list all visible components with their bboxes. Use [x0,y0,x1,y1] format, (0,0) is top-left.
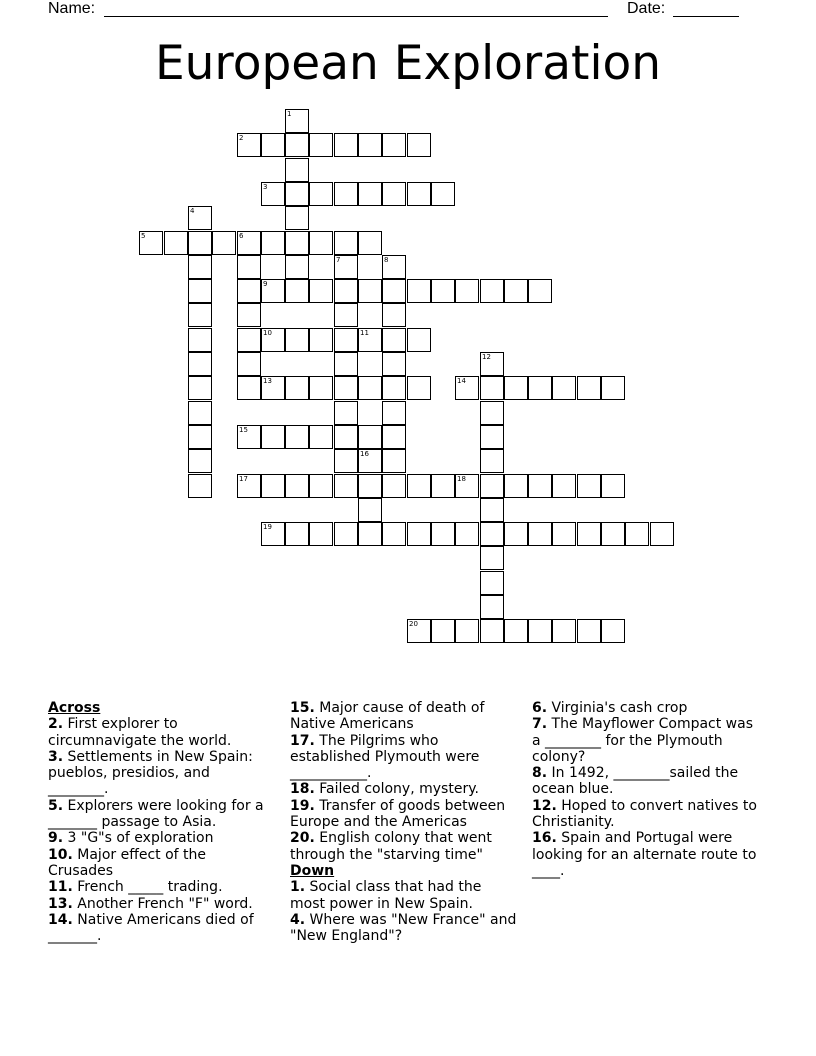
down-clue [290,879,518,912]
crossword-cell[interactable] [601,619,625,643]
crossword-cell[interactable] [480,425,504,449]
clue-text: Settlements in New Spain: pueblos, presidios, and ________. [48,748,253,798]
crossword-cell[interactable] [188,474,212,498]
crossword-cell[interactable] [334,279,358,303]
crossword-cell[interactable] [237,474,261,498]
crossword-cell[interactable] [334,425,358,449]
clue-text: The Mayflower Compact was a ________ for the Plymouth colony? [532,716,754,765]
crossword-cell[interactable] [382,352,406,376]
clue-text: French _____ trading. [77,879,223,896]
crossword-cell[interactable] [334,376,358,400]
clue-number: 11. [48,879,73,896]
crossword-cell[interactable] [358,376,382,400]
crossword-cell[interactable] [334,231,358,255]
crossword-cell[interactable] [431,182,455,206]
crossword-cell[interactable] [285,425,309,449]
clue-column-1 [48,700,270,944]
crossword-cell[interactable] [480,546,504,570]
crossword-cell[interactable] [382,522,406,546]
clue-text: Social class that had the most power in New Spain. [290,879,482,912]
crossword-cell[interactable] [334,182,358,206]
cell-number: 1 [287,110,292,118]
cell-number: 2 [239,134,244,142]
cell-number: 4 [190,207,195,215]
crossword-cell[interactable] [237,255,261,279]
clue-text: English colony that went through the "starving time" [290,830,492,863]
crossword-cell[interactable] [358,328,382,352]
crossword-cell[interactable] [577,522,601,546]
down-clue [532,830,760,879]
clue-text: The Pilgrims who established Plymouth were ___________. [290,732,480,782]
cell-number: 8 [384,256,389,264]
clue-number: 10. [48,846,73,863]
crossword-cell[interactable] [407,279,431,303]
crossword-cell[interactable] [261,231,285,255]
clue-text: Native Americans died of _______. [48,911,254,945]
clue-number: 9. [48,830,64,847]
cell-number: 11 [360,329,369,337]
crossword-cell[interactable] [382,474,406,498]
cell-number: 16 [360,450,369,458]
crossword-cell[interactable] [577,376,601,400]
clue-text: Major cause of death of Native Americans [290,700,485,733]
crossword-cell[interactable] [237,279,261,303]
cell-number: 9 [263,280,268,288]
crossword-cell[interactable] [285,376,309,400]
crossword-cell[interactable] [237,231,261,255]
crossword-cell[interactable] [285,206,309,230]
crossword-cell[interactable] [261,522,285,546]
clue-text: First explorer to circumnavigate the world. [48,716,232,749]
crossword-cell[interactable] [237,303,261,327]
crossword-cell[interactable] [237,352,261,376]
cell-number: 20 [409,620,418,628]
crossword-cell[interactable] [407,133,431,157]
crossword-cell[interactable] [309,522,333,546]
crossword-cell[interactable] [431,474,455,498]
crossword-cell[interactable] [309,279,333,303]
clue-number: 17. [290,732,315,749]
crossword-cell[interactable] [334,522,358,546]
clue-number: 12. [532,797,557,814]
crossword-cell[interactable] [237,376,261,400]
crossword-cell[interactable] [431,279,455,303]
crossword-cell[interactable] [382,303,406,327]
crossword-cell[interactable] [188,279,212,303]
crossword-cell[interactable] [480,498,504,522]
crossword-cell[interactable] [261,279,285,303]
crossword-cell[interactable] [358,425,382,449]
crossword-cell[interactable] [528,376,552,400]
cell-number: 14 [457,377,466,385]
clue-text: 3 "G"s of exploration [67,830,214,847]
crossword-cell[interactable] [577,619,601,643]
crossword-cell[interactable] [480,571,504,595]
crossword-cell[interactable] [382,449,406,473]
crossword-cell[interactable] [455,522,479,546]
crossword-cell[interactable] [261,328,285,352]
clue-number: 6. [532,700,548,716]
crossword-cell[interactable] [504,522,528,546]
cell-number: 7 [336,256,341,264]
crossword-cell[interactable] [504,474,528,498]
crossword-cell[interactable] [188,303,212,327]
crossword-cell[interactable] [285,328,309,352]
crossword-cell[interactable] [552,619,576,643]
across-clue [290,781,518,797]
crossword-cell[interactable] [188,255,212,279]
clue-text: In 1492, ________sailed the ocean blue. [532,765,739,798]
crossword-cell[interactable] [577,474,601,498]
crossword-cell[interactable] [382,328,406,352]
crossword-cell[interactable] [407,522,431,546]
across-clue [48,716,270,749]
crossword-cell[interactable] [261,133,285,157]
crossword-cell[interactable] [309,133,333,157]
crossword-cell[interactable] [334,352,358,376]
crossword-cell[interactable] [504,619,528,643]
across-clue [48,847,270,880]
down-clue [290,912,518,945]
crossword-cell[interactable] [309,376,333,400]
cell-number: 18 [457,475,466,483]
crossword-cell[interactable] [382,133,406,157]
crossword-cell[interactable] [334,303,358,327]
crossword-cell[interactable] [285,109,309,133]
crossword-cell[interactable] [480,352,504,376]
clue-number: 2. [48,716,64,733]
crossword-cell[interactable] [431,522,455,546]
clue-text: Hoped to convert natives to Christianity. [532,797,757,831]
crossword-cell[interactable] [309,182,333,206]
crossword-cell[interactable] [382,376,406,400]
crossword-cell[interactable] [188,376,212,400]
clue-column-3 [532,700,760,879]
clue-number: 15. [290,700,315,716]
crossword-cell[interactable] [504,279,528,303]
crossword-cell[interactable] [552,522,576,546]
crossword-cell[interactable] [480,474,504,498]
across-clue [290,700,518,733]
crossword-cell[interactable] [285,182,309,206]
crossword-cell[interactable] [139,231,163,255]
crossword-cell[interactable] [334,401,358,425]
name-label: Name: [48,0,96,17]
crossword-cell[interactable] [188,231,212,255]
crossword-cell[interactable] [358,522,382,546]
cell-number: 12 [482,353,491,361]
clue-number: 1. [290,879,306,896]
crossword-cell[interactable] [261,376,285,400]
crossword-cell[interactable] [480,595,504,619]
crossword-cell[interactable] [407,182,431,206]
cell-number: 3 [263,183,268,191]
cell-number: 10 [263,329,272,337]
cell-number: 19 [263,523,272,531]
crossword-cell[interactable] [237,328,261,352]
clue-number: 19. [290,797,315,814]
crossword-cell[interactable] [358,231,382,255]
crossword-cell[interactable] [285,474,309,498]
crossword-cell[interactable] [237,133,261,157]
crossword-cell[interactable] [261,182,285,206]
crossword-cell[interactable] [528,474,552,498]
crossword-cell[interactable] [382,425,406,449]
down-clue [532,765,760,798]
crossword-cell[interactable] [358,182,382,206]
across-clue [48,749,270,798]
crossword-cell[interactable] [188,328,212,352]
clue-column-2 [290,700,518,944]
crossword-cell[interactable] [261,425,285,449]
crossword-cell[interactable] [552,474,576,498]
crossword-cell[interactable] [334,255,358,279]
crossword-cell[interactable] [382,401,406,425]
crossword-cell[interactable] [601,376,625,400]
across-clue [48,896,270,912]
crossword-cell[interactable] [358,474,382,498]
puzzle-title: European Exploration [154,36,662,91]
crossword-cell[interactable] [285,231,309,255]
clue-text: Explorers were looking for a _______ passage to Asia. [48,797,264,831]
crossword-cell[interactable] [407,474,431,498]
crossword-cell[interactable] [480,449,504,473]
clue-text: Major effect of the Crusades [48,846,207,879]
crossword-cell[interactable] [237,425,261,449]
crossword-cell[interactable] [334,328,358,352]
crossword-cell[interactable] [309,231,333,255]
cell-number: 15 [239,426,248,434]
crossword-cell[interactable] [358,449,382,473]
crossword-cell[interactable] [188,206,212,230]
across-clue [290,830,518,863]
clue-number: 20. [290,830,315,847]
clue-text: Where was "New France" and "New England"? [290,911,517,945]
crossword-cell[interactable] [285,279,309,303]
clue-text: Spain and Portugal were looking for an alternate route to ____. [532,830,757,879]
clue-number: 4. [290,911,306,928]
across-clue [48,798,270,831]
crossword-cell[interactable] [407,328,431,352]
crossword-cell[interactable] [455,279,479,303]
crossword-cell[interactable] [382,255,406,279]
across-clue [290,733,518,782]
down-clue [532,716,760,765]
crossword-cell[interactable] [601,474,625,498]
crossword-cell[interactable] [309,474,333,498]
crossword-cell[interactable] [358,279,382,303]
crossword-cell[interactable] [455,619,479,643]
crossword-cell[interactable] [480,376,504,400]
clue-number: 5. [48,797,64,814]
cell-number: 17 [239,475,248,483]
cell-number: 13 [263,377,272,385]
crossword-cell[interactable] [480,279,504,303]
crossword-cell[interactable] [407,376,431,400]
crossword-cell[interactable] [188,425,212,449]
crossword-cell[interactable] [334,474,358,498]
crossword-cell[interactable] [358,133,382,157]
crossword-cell[interactable] [212,231,236,255]
crossword-cell[interactable] [285,158,309,182]
crossword-cell[interactable] [261,474,285,498]
crossword-cell[interactable] [552,376,576,400]
crossword-cell[interactable] [309,425,333,449]
crossword-cell[interactable] [334,133,358,157]
crossword-cell[interactable] [309,328,333,352]
clue-number: 8. [532,765,548,782]
clue-number: 14. [48,911,73,928]
crossword-cell[interactable] [188,401,212,425]
down-heading: Down [290,862,335,879]
clue-number: 7. [532,716,548,733]
down-clue [532,700,760,716]
crossword-cell[interactable] [480,619,504,643]
clue-number: 3. [48,748,64,765]
across-clue [48,912,270,945]
crossword-cell[interactable] [431,619,455,643]
crossword-cell[interactable] [382,182,406,206]
crossword-cell[interactable] [407,619,431,643]
clue-number: 13. [48,895,73,912]
cell-number: 6 [239,232,244,240]
crossword-cell[interactable] [528,279,552,303]
across-clue [48,830,270,846]
across-clue [48,879,270,895]
crossword-cell[interactable] [625,522,649,546]
crossword-cell[interactable] [358,498,382,522]
crossword-cell[interactable] [188,352,212,376]
clue-number: 16. [532,830,557,847]
crossword-cell[interactable] [285,255,309,279]
date-label: Date: [627,0,666,17]
crossword-cell[interactable] [601,522,625,546]
down-clue [532,798,760,831]
clue-text: Transfer of goods between Europe and the Americas [290,797,506,831]
crossword-cell[interactable] [480,401,504,425]
crossword-cell[interactable] [480,522,504,546]
clue-text: Failed colony, mystery. [319,781,479,798]
cell-number: 5 [141,232,146,240]
crossword-cell[interactable] [188,449,212,473]
crossword-cell[interactable] [455,376,479,400]
crossword-cell[interactable] [164,231,188,255]
clue-text: Another French "F" word. [77,895,253,912]
clue-number: 18. [290,781,315,798]
crossword-cell[interactable] [455,474,479,498]
across-clue [290,798,518,831]
crossword-cell[interactable] [285,133,309,157]
across-heading: Across [48,700,101,716]
crossword-cell[interactable] [528,619,552,643]
crossword-cell[interactable] [528,522,552,546]
crossword-cell[interactable] [650,522,674,546]
crossword-cell[interactable] [504,376,528,400]
crossword-cell[interactable] [382,279,406,303]
clue-text: Virginia's cash crop [551,700,688,716]
crossword-cell[interactable] [285,522,309,546]
crossword-cell[interactable] [334,449,358,473]
